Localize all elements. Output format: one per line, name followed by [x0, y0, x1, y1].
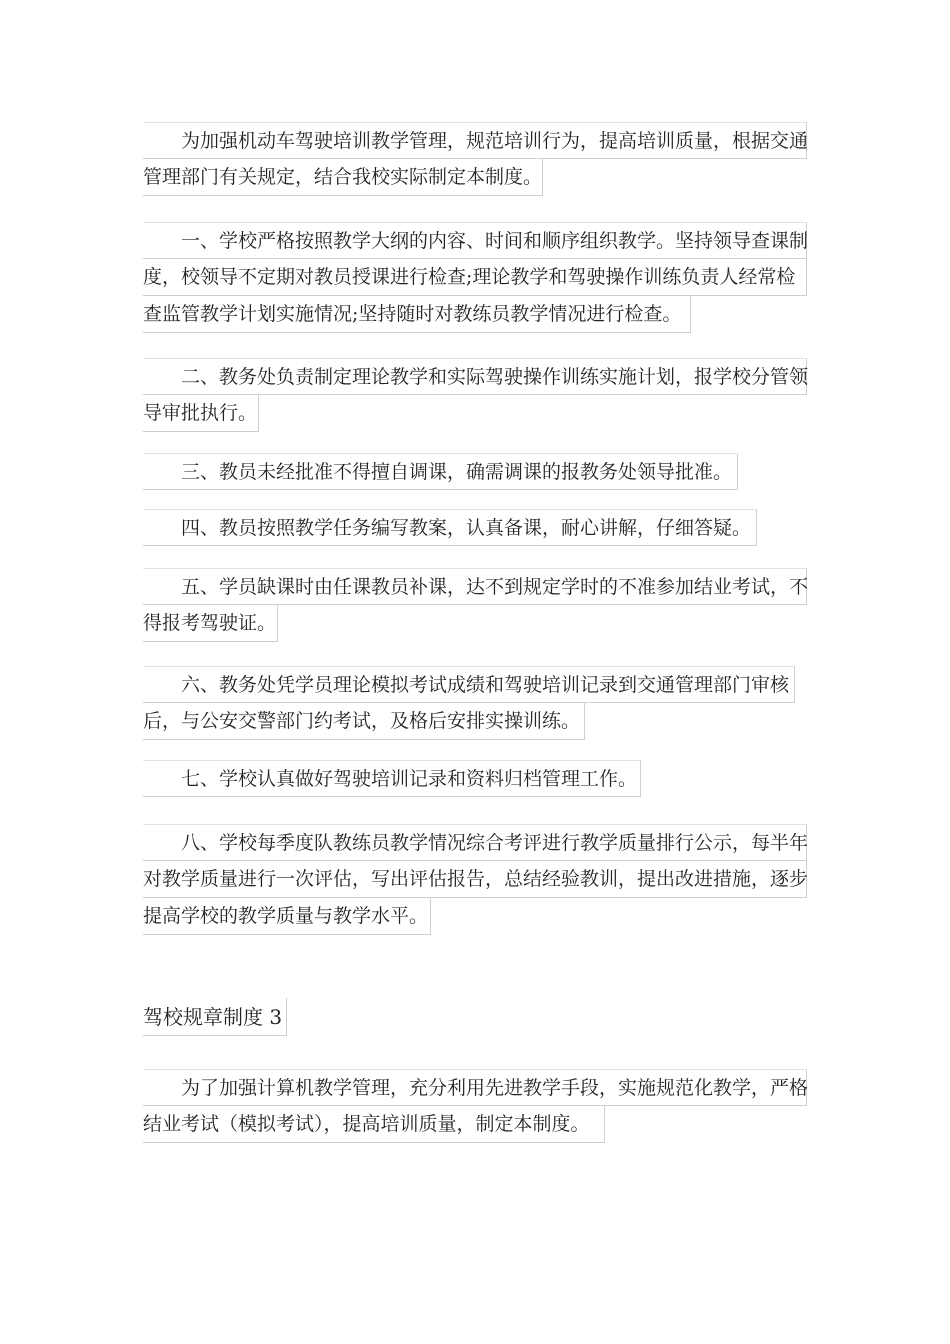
paragraph-4-line-1: 三、教员未经批准不得擅自调课，确需调课的报教务处领导批准。 — [143, 453, 738, 490]
paragraph-6-line-2: 得报考驾驶证。 — [143, 605, 278, 642]
paragraph-1-line-1: 为加强机动车驾驶培训教学管理，规范培训行为，提高培训质量，根据交通 — [143, 122, 807, 159]
paragraph-5-line-1: 四、教员按照教学任务编写教案，认真备课，耐心讲解，仔细答疑。 — [143, 509, 757, 546]
paragraph-8-line-1: 七、学校认真做好驾驶培训记录和资料归档管理工作。 — [143, 760, 641, 797]
paragraph-2-line-2: 度，校领导不定期对教员授课进行检查;理论教学和驾驶操作训练负责人经常检 — [143, 259, 807, 296]
paragraph-7-line-2: 后，与公安交警部门约考试，及格后安排实操训练。 — [143, 703, 585, 740]
paragraph-2-line-1: 一、学校严格按照教学大纲的内容、时间和顺序组织教学。坚持领导查课制 — [143, 222, 807, 259]
paragraph-2-line-3: 查监管教学计划实施情况;坚持随时对教练员教学情况进行检查。 — [143, 296, 691, 333]
paragraph-3-line-1: 二、教务处负责制定理论教学和实际驾驶操作训练实施计划，报学校分管领 — [143, 358, 807, 395]
paragraph-3-line-2: 导审批执行。 — [143, 395, 259, 432]
paragraph-6-line-1: 五、学员缺课时由任课教员补课，达不到规定学时的不准参加结业考试，不 — [143, 568, 807, 605]
paragraph-7-line-1: 六、教务处凭学员理论模拟考试成绩和驾驶培训记录到交通管理部门审核 — [143, 666, 795, 703]
paragraph-1-line-2: 管理部门有关规定，结合我校实际制定本制度。 — [143, 159, 543, 196]
paragraph-9-line-1: 八、学校每季度队教练员教学情况综合考评进行教学质量排行公示，每半年 — [143, 824, 807, 861]
section-paragraph-line-1: 为了加强计算机教学管理，充分利用先进教学手段，实施规范化教学，严格 — [143, 1069, 807, 1106]
paragraph-9-line-2: 对教学质量进行一次评估，写出评估报告，总结经验教训，提出改进措施，逐步 — [143, 861, 807, 898]
section-heading: 驾校规章制度 3 — [143, 998, 287, 1036]
section-paragraph-line-2: 结业考试（模拟考试），提高培训质量，制定本制度。 — [143, 1106, 605, 1143]
paragraph-9-line-3: 提高学校的教学质量与教学水平。 — [143, 898, 431, 935]
